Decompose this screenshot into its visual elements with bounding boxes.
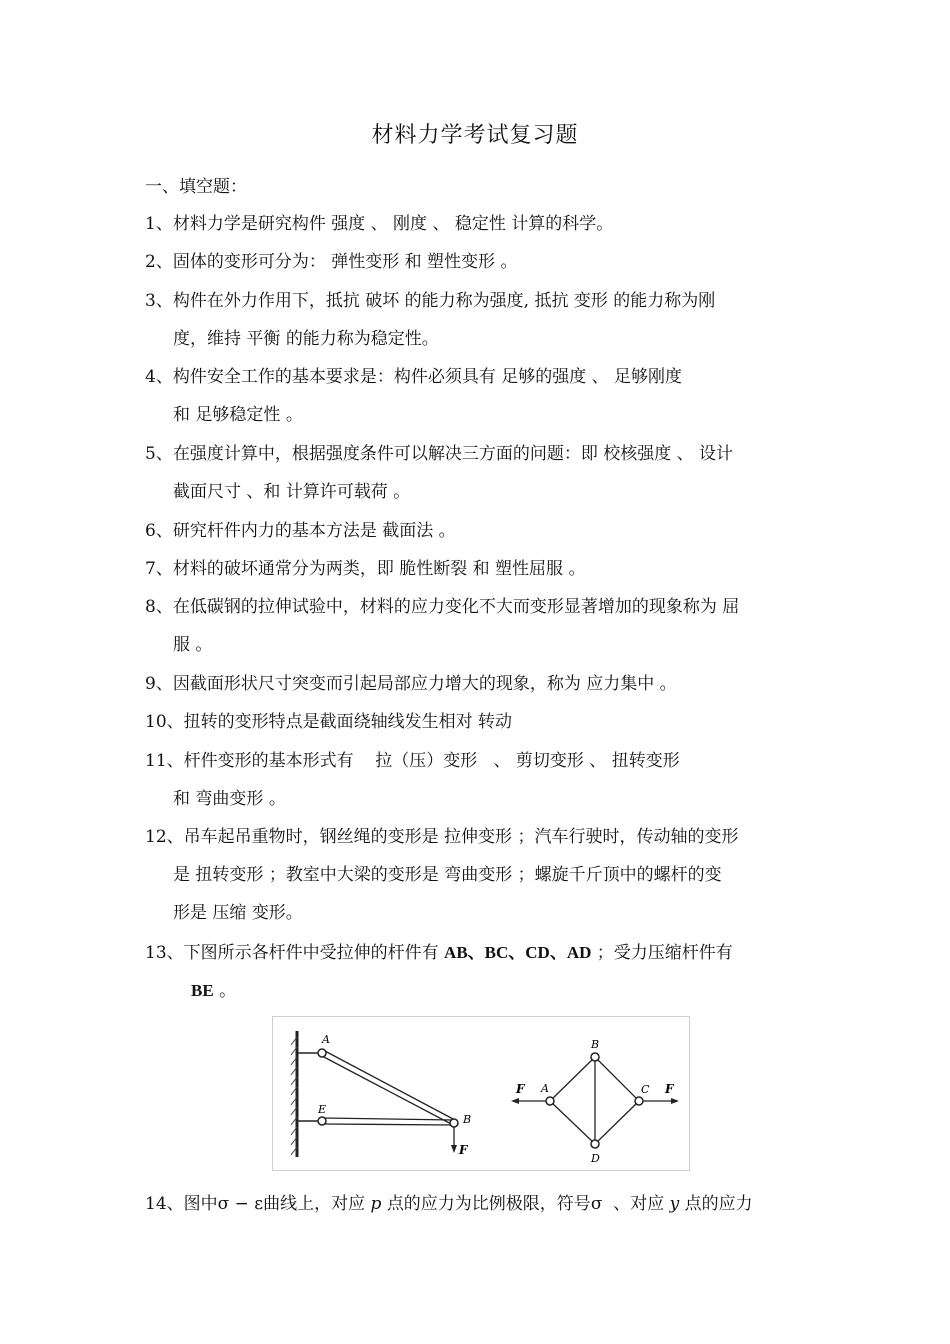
answer: 截面法 <box>382 521 434 541</box>
answer: 拉（压）变形 <box>375 751 478 771</box>
question-4: 4、构件安全工作的基本要求是：构件必须具有 足够的强度 、 足够刚度 和 足够稳定性 。 <box>145 367 683 425</box>
answer: 屈 <box>722 597 740 617</box>
truss-diagram <box>273 1017 689 1170</box>
answer: 破坏 <box>365 291 400 311</box>
answer: 脆性断裂 <box>399 559 468 579</box>
sigma-epsilon-symbol: σ − ε <box>217 1194 264 1214</box>
answer: 扭转变形 <box>611 751 680 771</box>
answer: 强度 <box>331 214 366 234</box>
answer: 变形 <box>573 291 608 311</box>
node-label-E: E <box>318 1103 327 1116</box>
question-2: 2、固体的变形可分为： 弹性变形 和 塑性变形 。 <box>145 252 518 272</box>
question-11: 11、杆件变形的基本形式有 拉（压）变形 、 剪切变形 、 扭转变形 和 弯曲变形 。 <box>145 751 680 809</box>
question-14: 14、图中σ − ε曲线上，对应 p 点的应力为比例极限，符号σ 、对应 y 点的应力 <box>145 1194 753 1214</box>
force-label-F: F <box>459 1143 468 1157</box>
answer: 截面尺寸 <box>173 482 241 502</box>
answer: 刚度 <box>393 214 428 234</box>
answer: 应力集中 <box>586 674 655 694</box>
question-5: 5、在强度计算中，根据强度条件可以解决三方面的问题：即 校核强度 、 设计 截面尺寸 、和 计算许可载荷 。 <box>145 444 734 502</box>
sigma-symbol: σ <box>590 1194 603 1214</box>
question-3: 3、构件在外力作用下，抵抗 破坏 的能力称为强度, 抵抗 变形 的能力称为刚 度，维持 平衡 的能力称为稳定性。 <box>145 291 716 349</box>
answer: 剪切变形 <box>515 751 584 771</box>
node-label-A-right: A <box>541 1082 549 1095</box>
question-9: 9、因截面形状尺寸突变而引起局部应力增大的现象，称为 应力集中 。 <box>145 674 677 694</box>
answer: 扭转变形 <box>195 865 264 885</box>
answer: 计算许可载荷 <box>285 482 388 502</box>
answer: BE <box>191 981 214 1000</box>
question-1: 1、材料力学是研究构件 强度 、 刚度 、 稳定性 计算的科学。 <box>145 214 614 234</box>
node-label-D-right: D <box>591 1152 600 1165</box>
answer: 设计 <box>699 444 734 464</box>
truss-figure <box>272 1016 690 1171</box>
answer: 弯曲变形 <box>444 865 513 885</box>
answer: 塑性变形 <box>427 252 496 272</box>
question-12: 12、吊车起吊重物时，钢丝绳的变形是 拉伸变形 ；汽车行驶时，传动轴的变形 是 扭转变形 ；教室中大梁的变形是 弯曲变形 ；螺旋千斤顶中的螺杆的变 形是 压缩 变形。 <box>145 827 739 923</box>
node-label-A: A <box>322 1033 330 1046</box>
force-label-F-right: F <box>665 1082 674 1096</box>
answer: 平衡 <box>246 329 281 349</box>
answer: 足够刚度 <box>614 367 683 387</box>
answer: 弹性变形 <box>331 252 400 272</box>
question-13: 13、下图所示各杆件中受拉伸的杆件有 AB、BC、CD、AD ；受力压缩杆件有 BE 。 <box>145 943 733 1001</box>
question-8: 8、在低碳钢的拉伸试验中，材料的应力变化不大而变形显著增加的现象称为 屈 服 。 <box>145 597 740 655</box>
question-10: 10、扭转的变形特点是截面绕轴线发生相对 转动 <box>145 712 513 732</box>
answer: 足够稳定性 <box>195 405 281 425</box>
node-label-B: B <box>463 1113 472 1126</box>
answer: 稳定性 <box>454 214 506 234</box>
force-label-F-left: F <box>516 1082 525 1096</box>
document-title: 材料力学考试复习题 <box>371 123 579 148</box>
answer: 压缩 <box>212 903 247 923</box>
answer: 拉伸变形 <box>444 827 513 847</box>
answer: 转动 <box>478 712 513 732</box>
answer: 弯曲变形 <box>195 789 264 809</box>
answer: 校核强度 <box>603 444 672 464</box>
answer: AB、BC、CD、AD <box>444 943 592 962</box>
node-label-B-right: B <box>591 1038 600 1051</box>
answer: 足够的强度 <box>501 367 587 387</box>
answer: 服 <box>173 635 190 655</box>
node-label-C-right: C <box>641 1083 650 1096</box>
section-heading: 一、填空题： <box>145 177 247 197</box>
answer: 塑性屈服 <box>495 559 564 579</box>
question-7: 7、材料的破坏通常分为两类，即 脆性断裂 和 塑性屈服 。 <box>145 559 586 579</box>
question-6: 6、研究杆件内力的基本方法是 截面法 。 <box>145 521 456 541</box>
